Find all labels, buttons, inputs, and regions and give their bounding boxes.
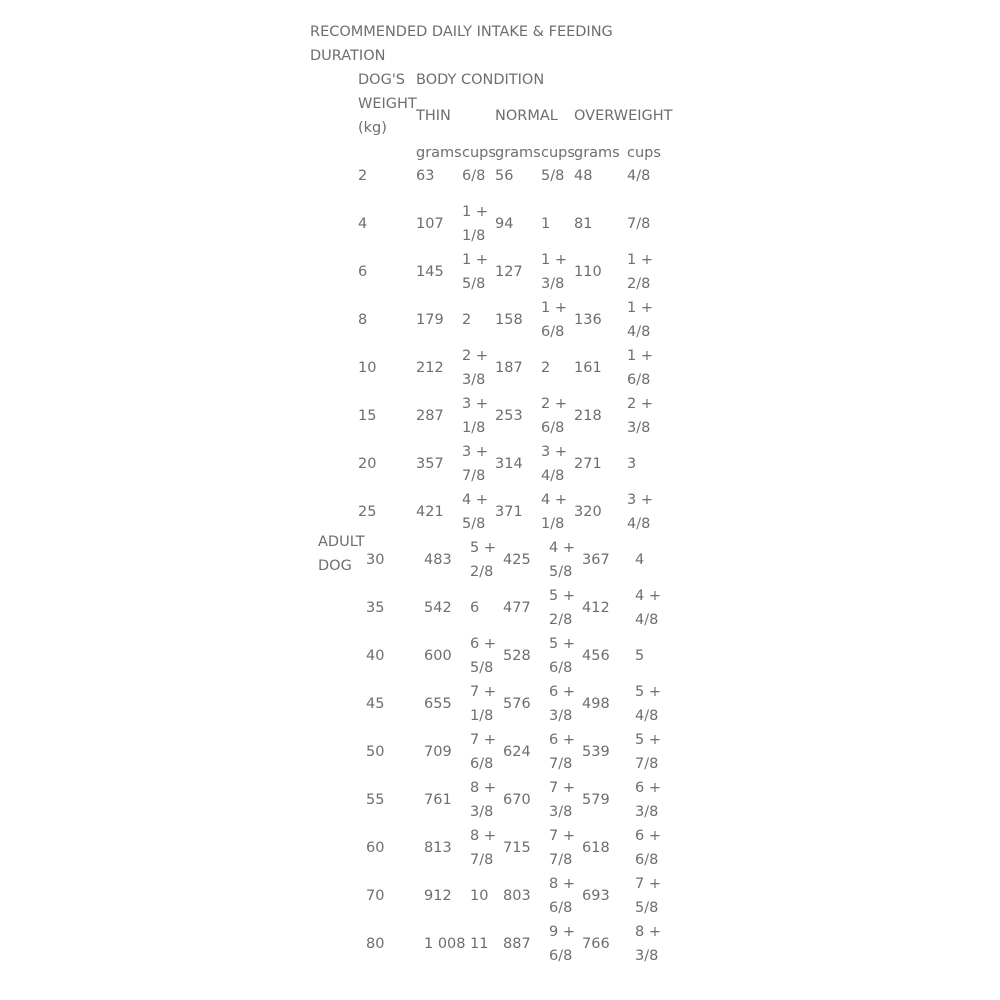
cups-line: 3/8 [549,708,573,724]
cups-line: 3/8 [635,948,659,964]
weight-cell: 50 [366,744,385,760]
cups-line: 7/8 [635,756,659,772]
weight-cell: 80 [366,936,385,952]
thin-cups-cell [470,728,496,776]
thin-grams-cell: 357 [416,456,444,472]
normal-grams-cell: 803 [503,888,531,904]
thin-cups-cell [470,824,496,872]
cups-line: 7/8 [462,468,486,484]
normal-cups-cell [541,356,550,380]
weight-cell: 35 [366,600,385,616]
cups-line: 2 + [627,396,653,412]
normal-grams-cell: 425 [503,552,531,568]
cups-line: 3/8 [549,804,573,820]
cups-line: 1/8 [470,708,494,724]
cups-line: 11 [470,936,489,952]
cups-line: 4 + [462,492,488,508]
cups-line: 6/8 [462,168,486,184]
cups-line: 1/8 [462,420,486,436]
normal-cups-cell [549,776,575,824]
cups-line: 1 + [462,204,488,220]
cups-line: 7/8 [470,852,494,868]
overweight-cups-cell [627,344,653,392]
thin-header: THIN [416,108,451,124]
overweight-header: OVERWEIGHT [574,108,673,124]
cups-line: 6/8 [470,756,494,772]
thin-cups-cell [462,248,488,296]
thin-grams-cell: 813 [424,840,452,856]
cups-line: 2 + [462,348,488,364]
cups-line: 9 + [549,924,575,940]
cups-line: 6/8 [549,900,573,916]
overweight-grams-cell: 81 [574,216,593,232]
weight-cell: 8 [358,312,368,328]
normal-grams-cell: 94 [495,216,514,232]
weight-cell: 20 [358,456,377,472]
thin-grams-cell: 287 [416,408,444,424]
overweight-grams-cell: 320 [574,504,602,520]
weight-cell: 30 [366,552,385,568]
normal-cups-cell [549,632,575,680]
thin-grams-cell: 709 [424,744,452,760]
normal-grams-cell: 528 [503,648,531,664]
thin-cups-cell [470,632,496,680]
thin-grams-cell: 63 [416,168,435,184]
overweight-grams-cell: 136 [574,312,602,328]
cups-line: 4 + [635,588,661,604]
overweight-cups-cell [635,644,644,668]
unit-grams-normal: grams [495,145,541,161]
cups-line: 4/8 [635,708,659,724]
cups-line: 4/8 [541,468,565,484]
unit-cups-overweight: cups [627,145,661,161]
overweight-cups-cell [627,212,650,236]
overweight-grams-cell: 218 [574,408,602,424]
normal-cups-cell [549,872,575,920]
overweight-cups-cell [627,296,653,344]
weight-cell: 45 [366,696,385,712]
overweight-cups-cell [635,920,661,968]
normal-cups-cell [549,680,575,728]
unit-cups-thin: cups [462,145,496,161]
overweight-grams-cell: 618 [582,840,610,856]
thin-cups-cell [462,488,488,536]
overweight-cups-cell [635,584,661,632]
cups-line: 6/8 [627,372,651,388]
weight-cell: 70 [366,888,385,904]
normal-cups-cell [541,164,564,188]
cups-line: 3 [627,456,637,472]
cups-line: 4 + [549,540,575,556]
overweight-cups-cell [627,164,650,188]
cups-line: 4/8 [627,516,651,532]
thin-cups-cell [470,776,496,824]
overweight-grams-cell: 367 [582,552,610,568]
normal-cups-cell [541,248,567,296]
overweight-grams-cell: 110 [574,264,602,280]
normal-cups-cell [549,584,575,632]
normal-cups-cell [541,212,550,236]
overweight-grams-cell: 579 [582,792,610,808]
cups-line: 3/8 [627,420,651,436]
cups-line: 6/8 [549,660,573,676]
thin-cups-cell [470,596,479,620]
cups-line: 5/8 [462,516,486,532]
overweight-grams-cell: 498 [582,696,610,712]
thin-grams-cell: 655 [424,696,452,712]
normal-cups-cell [549,536,575,584]
normal-grams-cell: 576 [503,696,531,712]
overweight-cups-cell [627,248,653,296]
weight-cell: 55 [366,792,385,808]
weight-cell: 25 [358,504,377,520]
overweight-cups-cell [627,488,653,536]
overweight-cups-cell [627,392,653,440]
cups-line: 10 [470,888,489,904]
normal-grams-cell: 477 [503,600,531,616]
weight-cell: 60 [366,840,385,856]
normal-grams-cell: 715 [503,840,531,856]
normal-grams-cell: 624 [503,744,531,760]
cups-line: 3 + [541,444,567,460]
cups-line: 5 + [470,540,496,556]
cups-line: 6 + [470,636,496,652]
thin-cups-cell [470,536,496,584]
cups-line: 1 + [462,252,488,268]
cups-line: 6 + [635,828,661,844]
cups-line: 1/8 [462,228,486,244]
cups-line: 5 + [549,588,575,604]
thin-cups-cell [462,164,485,188]
unit-grams-overweight: grams [574,145,620,161]
cups-line: 2 + [541,396,567,412]
thin-grams-cell: 912 [424,888,452,904]
cups-line: 2 [541,360,551,376]
normal-cups-cell [549,824,575,872]
cups-line: 6 + [549,732,575,748]
cups-line: 6/8 [541,324,565,340]
cups-line: 7/8 [627,216,651,232]
normal-grams-cell: 314 [495,456,523,472]
thin-grams-cell: 145 [416,264,444,280]
cups-line: 7 + [635,876,661,892]
normal-grams-cell: 371 [495,504,523,520]
weight-cell: 2 [358,168,368,184]
cups-line: 6/8 [549,948,573,964]
cups-line: 6 [470,600,480,616]
weight-cell: 10 [358,360,377,376]
cups-line: 5/8 [635,900,659,916]
cups-line: 7 + [549,780,575,796]
cups-line: 3/8 [470,804,494,820]
thin-cups-cell [470,932,488,956]
body-condition-header: BODY CONDITION [416,72,545,88]
cups-line: 4/8 [635,612,659,628]
cups-line: 7 + [470,732,496,748]
cups-line: 5/8 [470,660,494,676]
cups-line: 7/8 [549,852,573,868]
cups-line: 5 [635,648,645,664]
thin-grams-cell: 483 [424,552,452,568]
cups-line: 5 + [549,636,575,652]
thin-cups-cell [462,392,488,440]
thin-cups-cell [462,344,488,392]
thin-grams-cell: 1 008 [424,936,466,952]
overweight-cups-cell [635,824,661,872]
overweight-grams-cell: 693 [582,888,610,904]
cups-line: 5/8 [541,168,565,184]
cups-line: 3/8 [541,276,565,292]
normal-cups-cell [549,920,575,968]
overweight-cups-cell [635,872,661,920]
overweight-grams-cell: 271 [574,456,602,472]
cups-line: 4 [635,552,645,568]
unit-cups-normal: cups [541,145,575,161]
cups-line: 8 + [549,876,575,892]
normal-grams-cell: 56 [495,168,514,184]
overweight-cups-cell [627,452,636,476]
thin-grams-cell: 179 [416,312,444,328]
thin-cups-cell [462,200,488,248]
normal-cups-cell [541,392,567,440]
overweight-cups-cell [635,728,661,776]
cups-line: 8 + [470,828,496,844]
normal-grams-cell: 887 [503,936,531,952]
table-title: RECOMMENDED DAILY INTAKE & FEEDING DURATION [310,24,613,64]
overweight-grams-cell: 412 [582,600,610,616]
cups-line: 6/8 [541,420,565,436]
overweight-grams-cell: 539 [582,744,610,760]
thin-grams-cell: 542 [424,600,452,616]
overweight-cups-cell [635,680,661,728]
cups-line: 7 + [549,828,575,844]
cups-line: 8 + [470,780,496,796]
normal-grams-cell: 670 [503,792,531,808]
cups-line: 1 + [541,300,567,316]
cups-line: 4/8 [627,168,651,184]
overweight-grams-cell: 766 [582,936,610,952]
cups-line: 2/8 [470,564,494,580]
cups-line: 1 + [627,252,653,268]
thin-grams-cell: 761 [424,792,452,808]
thin-grams-cell: 212 [416,360,444,376]
normal-grams-cell: 253 [495,408,523,424]
cups-line: 1/8 [541,516,565,532]
normal-cups-cell [541,296,567,344]
adult-dog-label: ADULT DOG [318,534,365,574]
cups-line: 6/8 [635,852,659,868]
cups-line: 4/8 [627,324,651,340]
thin-grams-cell: 421 [416,504,444,520]
normal-cups-cell [541,440,567,488]
weight-cell: 40 [366,648,385,664]
cups-line: 5/8 [549,564,573,580]
cups-line: 3 + [462,444,488,460]
normal-grams-cell: 127 [495,264,523,280]
weight-header: DOG'S WEIGHT (kg) [358,72,417,136]
cups-line: 1 [541,216,551,232]
overweight-cups-cell [635,776,661,824]
thin-cups-cell [462,308,471,332]
cups-line: 2/8 [627,276,651,292]
cups-line: 3/8 [462,372,486,388]
cups-line: 5 + [635,732,661,748]
normal-cups-cell [541,488,567,536]
cups-line: 2 [462,312,472,328]
cups-line: 8 + [635,924,661,940]
unit-grams-thin: grams [416,145,462,161]
normal-cups-cell [549,728,575,776]
cups-line: 7/8 [549,756,573,772]
cups-line: 6 + [635,780,661,796]
normal-grams-cell: 187 [495,360,523,376]
cups-line: 5 + [635,684,661,700]
cups-line: 3 + [462,396,488,412]
overweight-grams-cell: 48 [574,168,593,184]
overweight-grams-cell: 456 [582,648,610,664]
normal-header: NORMAL [495,108,558,124]
cups-line: 3 + [627,492,653,508]
cups-line: 4 + [541,492,567,508]
thin-cups-cell [470,884,488,908]
weight-cell: 15 [358,408,377,424]
thin-cups-cell [470,680,496,728]
thin-grams-cell: 600 [424,648,452,664]
cups-line: 1 + [541,252,567,268]
weight-cell: 6 [358,264,368,280]
thin-cups-cell [462,440,488,488]
cups-line: 1 + [627,348,653,364]
weight-cell: 4 [358,216,368,232]
overweight-cups-cell [635,548,644,572]
thin-grams-cell: 107 [416,216,444,232]
cups-line: 6 + [549,684,575,700]
overweight-grams-cell: 161 [574,360,602,376]
normal-grams-cell: 158 [495,312,523,328]
cups-line: 5/8 [462,276,486,292]
cups-line: 1 + [627,300,653,316]
cups-line: 3/8 [635,804,659,820]
cups-line: 2/8 [549,612,573,628]
cups-line: 7 + [470,684,496,700]
